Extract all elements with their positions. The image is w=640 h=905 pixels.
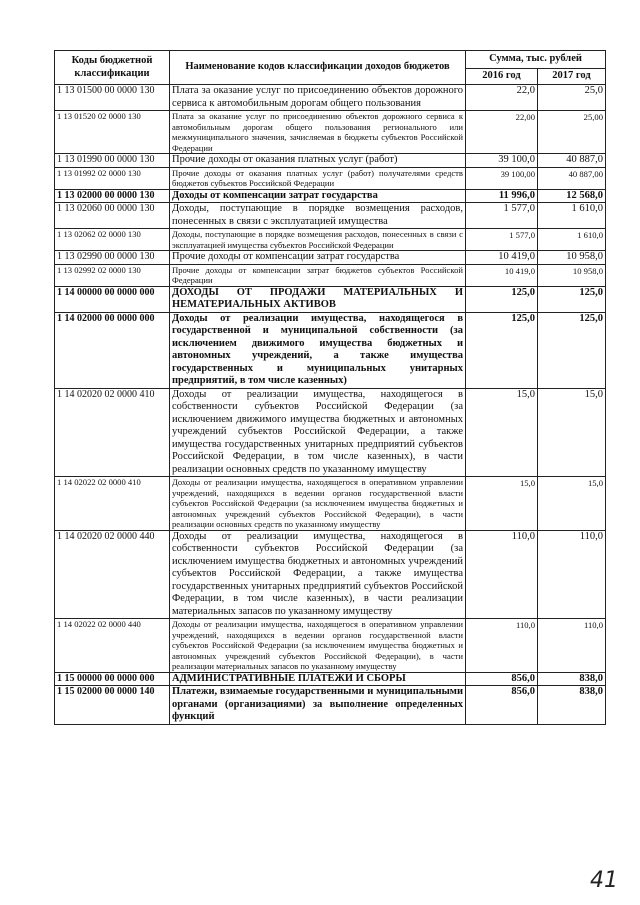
header-year-2017: 2017 год — [538, 69, 606, 85]
header-year-2016: 2016 год — [466, 69, 538, 85]
row-code: 1 15 00000 00 0000 000 — [55, 672, 170, 686]
table-row — [55, 229, 606, 251]
table-row — [55, 619, 606, 673]
row-value-2017: 110,0 — [538, 619, 606, 673]
header-name: Наименование кодов классификации доходов бюджетов — [170, 51, 466, 85]
row-value-2016: 10 419,0 — [466, 251, 538, 265]
row-name: Прочие доходы от компенсации затрат бюджетов субъектов Российской Федерации — [170, 264, 466, 286]
table-row — [55, 167, 606, 189]
table-body — [55, 85, 606, 725]
row-value-2016: 39 100,00 — [466, 167, 538, 189]
row-value-2017: 1 610,0 — [538, 203, 606, 229]
page-number: 41 — [590, 868, 618, 893]
row-value-2016: 1 577,0 — [466, 229, 538, 251]
row-name: Прочие доходы от оказания платных услуг (работ) — [170, 154, 466, 168]
row-name: Доходы от реализации имущества, находящегося в собственности субъектов Российской Федерации (за исключением имущества бюджетных и автономных учреждений субъектов Российской Федерации, а также имущества государственных унитарных предприятий субъектов Российской Федерации, в том числе казенных), в части реализации материальных запасов по указанному имуществу — [170, 530, 466, 619]
row-value-2016: 856,0 — [466, 686, 538, 725]
table-row — [55, 203, 606, 229]
row-name: Доходы от компенсации затрат государства — [170, 189, 466, 203]
row-value-2016: 39 100,0 — [466, 154, 538, 168]
row-name: Плата за оказание услуг по присоединению объектов дорожного сервиса к автомобильным дорогам общего пользования регионального или межмуниципального значения, зачисляемая в бюджеты субъектов Российской Федерации — [170, 111, 466, 154]
row-code: 1 14 02000 00 0000 000 — [55, 312, 170, 388]
row-value-2016: 110,0 — [466, 530, 538, 619]
row-code: 1 13 01990 00 0000 130 — [55, 154, 170, 168]
table-row — [55, 111, 606, 154]
row-code: 1 13 02062 02 0000 130 — [55, 229, 170, 251]
row-value-2017: 40 887,0 — [538, 154, 606, 168]
row-code: 1 13 01520 02 0000 130 — [55, 111, 170, 154]
row-value-2017: 10 958,0 — [538, 251, 606, 265]
row-value-2016: 22,00 — [466, 111, 538, 154]
row-name: Прочие доходы от компенсации затрат государства — [170, 251, 466, 265]
row-value-2016: 856,0 — [466, 672, 538, 686]
table-row — [55, 251, 606, 265]
row-name: Доходы от реализации имущества, находящегося в государственной и муниципальной собственности (за исключением движимого имущества бюджетных и автономных учреждений, а также имущества государственных и муниципальных унитарных предприятий, в том числе казенных) — [170, 312, 466, 388]
table-row — [55, 286, 606, 312]
table-row — [55, 312, 606, 388]
row-name: Доходы от реализации имущества, находящегося в оперативном управлении учреждений, находящихся в ведении органов государственной власти субъектов Российской Федерации (за исключением имущества бюджетных и автономных учреждений субъектов Российской Федерации), в части реализации материальных запасов по указанному имуществу — [170, 619, 466, 673]
row-value-2016: 15,0 — [466, 388, 538, 477]
table-row — [55, 477, 606, 531]
row-value-2016: 22,0 — [466, 85, 538, 111]
row-value-2017: 1 610,0 — [538, 229, 606, 251]
row-code: 1 14 02020 02 0000 410 — [55, 388, 170, 477]
table-row — [55, 672, 606, 686]
budget-revenue-table — [54, 50, 606, 725]
row-code: 1 13 01500 00 0000 130 — [55, 85, 170, 111]
row-value-2016: 125,0 — [466, 312, 538, 388]
row-value-2017: 12 568,0 — [538, 189, 606, 203]
table-row — [55, 264, 606, 286]
row-name: Доходы, поступающие в порядке возмещения расходов, понесенных в связи с эксплуатацией имущества субъектов Российской Федерации — [170, 229, 466, 251]
row-code: 1 14 02022 02 0000 440 — [55, 619, 170, 673]
row-name: ДОХОДЫ ОТ ПРОДАЖИ МАТЕРИАЛЬНЫХ И НЕМАТЕРИАЛЬНЫХ АКТИВОВ — [170, 286, 466, 312]
header-code: Коды бюджетной классификации — [55, 51, 170, 85]
row-value-2016: 1 577,0 — [466, 203, 538, 229]
row-name: АДМИНИСТРАТИВНЫЕ ПЛАТЕЖИ И СБОРЫ — [170, 672, 466, 686]
row-name: Доходы от реализации имущества, находящегося в собственности субъектов Российской Федерации (за исключением движимого имущества бюджетных и автономных учреждений субъектов Российской Федерации, а также имущества государственных унитарных предприятий субъектов Российской Федерации, в том числе казенных), в части реализации основных средств по указанному имуществу — [170, 388, 466, 477]
row-code: 1 13 02000 00 0000 130 — [55, 189, 170, 203]
row-value-2017: 125,0 — [538, 286, 606, 312]
row-value-2017: 15,0 — [538, 388, 606, 477]
row-code: 1 13 01992 02 0000 130 — [55, 167, 170, 189]
row-code: 1 14 02020 02 0000 440 — [55, 530, 170, 619]
table-row — [55, 388, 606, 477]
row-value-2017: 10 958,0 — [538, 264, 606, 286]
row-value-2017: 25,00 — [538, 111, 606, 154]
row-value-2017: 110,0 — [538, 530, 606, 619]
row-name: Платежи, взимаемые государственными и муниципальными органами (организациями) за выполнение определенных функций — [170, 686, 466, 725]
row-value-2017: 40 887,00 — [538, 167, 606, 189]
row-value-2017: 838,0 — [538, 672, 606, 686]
row-code: 1 13 02992 02 0000 130 — [55, 264, 170, 286]
row-name: Доходы от реализации имущества, находящегося в оперативном управлении учреждений, находящихся в ведении органов государственной власти субъектов Российской Федерации (за исключением имущества бюджетных и автономных учреждений субъектов Российской Федерации), в части реализации основных средств по указанному имуществу — [170, 477, 466, 531]
table-row — [55, 686, 606, 725]
row-value-2016: 110,0 — [466, 619, 538, 673]
row-code: 1 14 02022 02 0000 410 — [55, 477, 170, 531]
row-value-2017: 838,0 — [538, 686, 606, 725]
row-code: 1 13 02990 00 0000 130 — [55, 251, 170, 265]
table-row — [55, 189, 606, 203]
row-name: Прочие доходы от оказания платных услуг (работ) получателями средств бюджетов субъектов Российской Федерации — [170, 167, 466, 189]
row-value-2016: 125,0 — [466, 286, 538, 312]
row-code: 1 13 02060 00 0000 130 — [55, 203, 170, 229]
table-row — [55, 154, 606, 168]
row-value-2016: 15,0 — [466, 477, 538, 531]
header-sum: Сумма, тыс. рублей — [466, 51, 606, 69]
row-name: Плата за оказание услуг по присоединению объектов дорожного сервиса к автомобильным дорогам общего пользования — [170, 85, 466, 111]
row-value-2017: 125,0 — [538, 312, 606, 388]
row-value-2017: 25,0 — [538, 85, 606, 111]
row-value-2016: 10 419,0 — [466, 264, 538, 286]
row-name: Доходы, поступающие в порядке возмещения расходов, понесенных в связи с эксплуатацией имущества — [170, 203, 466, 229]
table-row — [55, 530, 606, 619]
row-code: 1 15 02000 00 0000 140 — [55, 686, 170, 725]
row-value-2017: 15,0 — [538, 477, 606, 531]
table-row — [55, 85, 606, 111]
row-code: 1 14 00000 00 0000 000 — [55, 286, 170, 312]
row-value-2016: 11 996,0 — [466, 189, 538, 203]
